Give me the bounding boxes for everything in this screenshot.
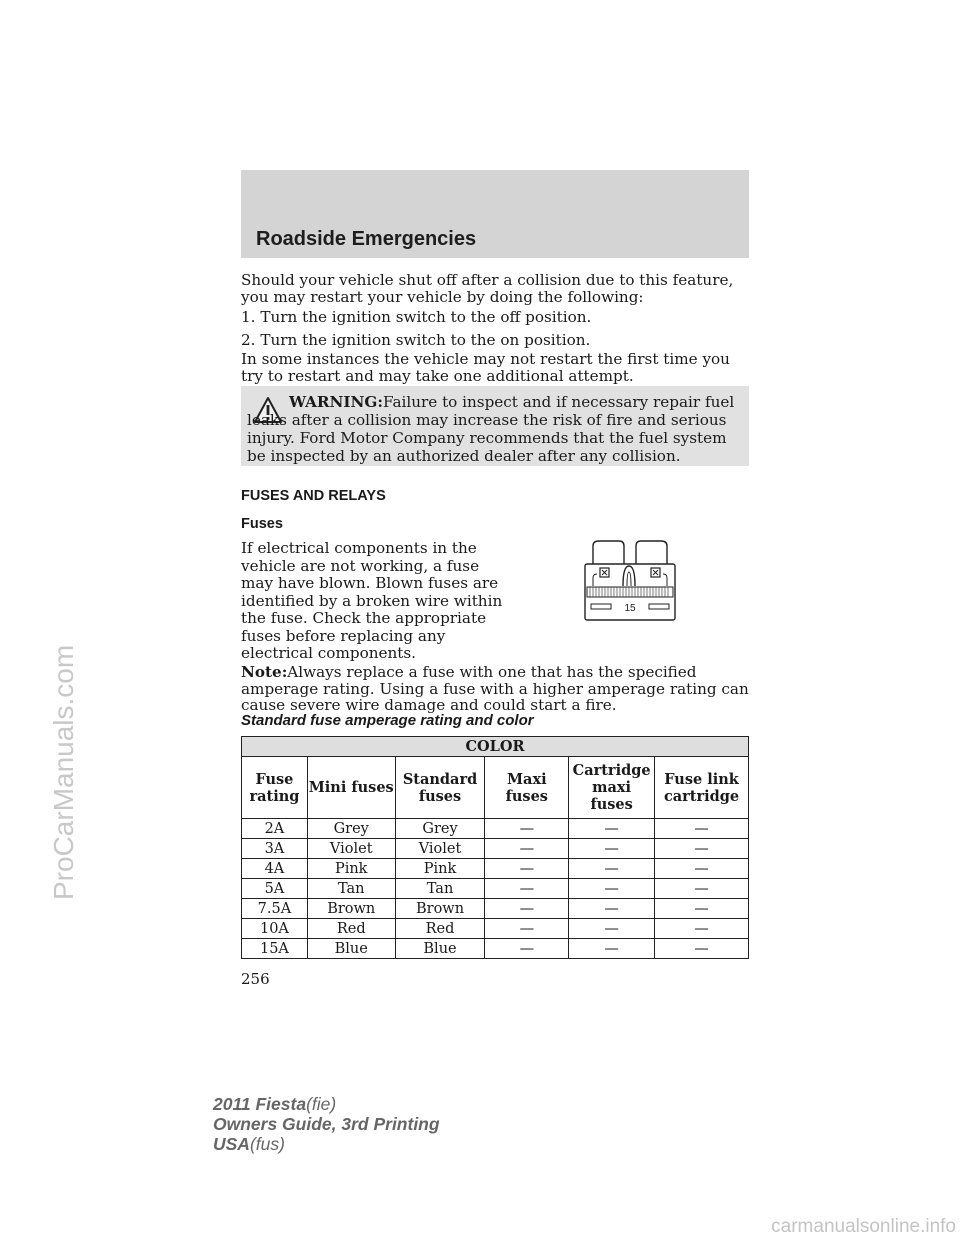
table-row xyxy=(242,879,749,899)
table-cell: 15A xyxy=(242,939,308,959)
table-cell: — xyxy=(485,839,569,859)
fuse-illustration xyxy=(583,538,677,622)
footer-market-code: (fus) xyxy=(249,1134,285,1154)
column-header: Cartridge maxi fuses xyxy=(569,757,655,819)
side-watermark-text: ProCarManuals.com xyxy=(48,644,79,900)
table-cell: — xyxy=(655,819,749,839)
table-cell: 4A xyxy=(242,859,308,879)
bottom-watermark: carmanualsonline.info xyxy=(771,1216,956,1237)
table-cell: Brown xyxy=(307,899,395,919)
table-cell: Blue xyxy=(307,939,395,959)
table-cell: — xyxy=(655,859,749,879)
table-cell: — xyxy=(655,899,749,919)
footer xyxy=(213,1094,440,1154)
step-2: 2. Turn the ignition switch to the on position. xyxy=(241,331,591,349)
footer-model: 2011 Fiesta xyxy=(213,1094,307,1114)
warning-body: Failure to inspect and if necessary repair fuel leaks after a collision may increase the risk of fire and serious injury. Ford Motor Company recommends that the fuel system be inspected by an authorized dealer after any collision. xyxy=(247,393,735,465)
side-watermark xyxy=(0,0,79,1242)
warning-label: WARNING: xyxy=(289,393,383,411)
table-cell: Pink xyxy=(307,859,395,879)
table-cell: — xyxy=(485,919,569,939)
table-row xyxy=(242,939,749,959)
table-cell: Grey xyxy=(395,819,485,839)
table-cell: Grey xyxy=(307,819,395,839)
table-cell: Blue xyxy=(395,939,485,959)
column-header: Fuse link cartridge xyxy=(655,757,749,819)
warning-box xyxy=(241,386,749,466)
footer-market: USA xyxy=(213,1134,250,1154)
table-cell: — xyxy=(485,859,569,879)
table-cell: — xyxy=(655,919,749,939)
step-1: 1. Turn the ignition switch to the off position. xyxy=(241,308,592,326)
table-header-row xyxy=(242,757,749,819)
table-cell: — xyxy=(569,819,655,839)
note-paragraph xyxy=(241,664,751,714)
table-row xyxy=(242,919,749,939)
table-row xyxy=(242,819,749,839)
table-cell: — xyxy=(485,879,569,899)
warning-text xyxy=(247,393,742,465)
table-cell: — xyxy=(485,939,569,959)
table-cell: Red xyxy=(307,919,395,939)
section-heading: FUSES AND RELAYS xyxy=(241,488,386,504)
column-header: Mini fuses xyxy=(307,757,395,819)
table-caption: Standard fuse amperage rating and color xyxy=(241,712,534,729)
table-cell: Brown xyxy=(395,899,485,919)
table-cell: — xyxy=(569,919,655,939)
table-row xyxy=(242,899,749,919)
table-cell: Tan xyxy=(307,879,395,899)
table-cell: — xyxy=(655,879,749,899)
table-cell: — xyxy=(569,839,655,859)
table-cell: Pink xyxy=(395,859,485,879)
table-cell: 3A xyxy=(242,839,308,859)
restart-note-paragraph: In some instances the vehicle may not restart the first time you try to restart and may take one additional attempt. xyxy=(241,350,730,385)
table-cell: — xyxy=(655,939,749,959)
table-cell: — xyxy=(485,819,569,839)
table-cell: 2A xyxy=(242,819,308,839)
column-header: Fuse rating xyxy=(242,757,308,819)
footer-guide: Owners Guide, 3rd Printing xyxy=(213,1114,440,1134)
table-cell: Tan xyxy=(395,879,485,899)
page-title: Roadside Emergencies xyxy=(256,228,477,250)
table-cell: 10A xyxy=(242,919,308,939)
fuse-color-table xyxy=(241,736,749,959)
table-cell: — xyxy=(485,899,569,919)
fuse-rating-label: 15 xyxy=(624,603,636,614)
column-header: Standard fuses xyxy=(395,757,485,819)
intro-paragraph: Should your vehicle shut off after a collision due to this feature, you may restart your vehicle by doing the following: xyxy=(241,271,734,306)
note-label: Note: xyxy=(241,663,288,681)
column-header: Maxi fuses xyxy=(485,757,569,819)
table-row xyxy=(242,839,749,859)
table-group-header: COLOR xyxy=(242,737,749,757)
fuses-paragraph: If electrical components in the vehicle are not working, a fuse may have blown. Blown fuses are identified by a broken wire within the fuse. Check the appropriate fuses before replacing any electrical components. xyxy=(241,539,503,662)
table-cell: — xyxy=(569,899,655,919)
table-cell: — xyxy=(569,859,655,879)
table-body xyxy=(242,819,749,959)
table-cell: Violet xyxy=(307,839,395,859)
table-cell: — xyxy=(569,939,655,959)
subsection-heading: Fuses xyxy=(241,516,283,532)
note-text: Always replace a fuse with one that has the specified amperage rating. Using a fuse with a higher amperage rating can cause severe wire damage and could start a fire. xyxy=(241,663,749,714)
table-cell: Violet xyxy=(395,839,485,859)
footer-model-code: (fie) xyxy=(306,1094,337,1114)
table-row xyxy=(242,859,749,879)
table-cell: Red xyxy=(395,919,485,939)
page-number: 256 xyxy=(241,970,270,988)
table-cell: 7.5A xyxy=(242,899,308,919)
table-cell: — xyxy=(569,879,655,899)
table-cell: — xyxy=(655,839,749,859)
table-cell: 5A xyxy=(242,879,308,899)
